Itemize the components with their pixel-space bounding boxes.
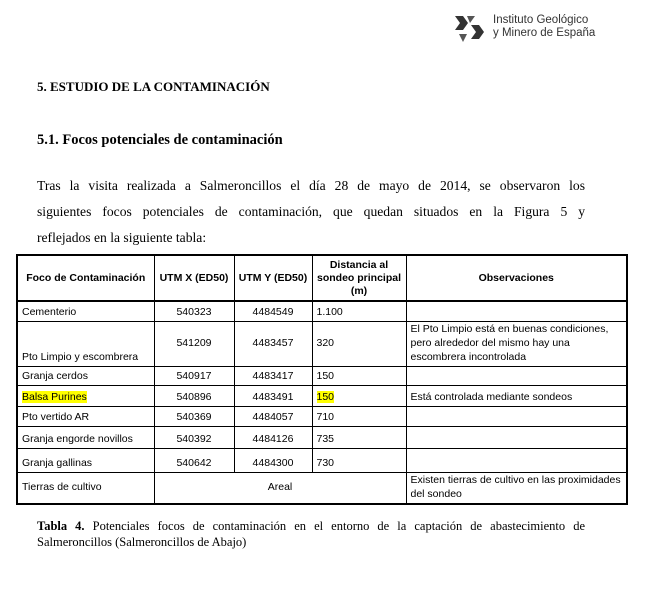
paragraph-line-2: siguientes focos potenciales de contaminación, que quedan situados en la Figura 5 y [37, 204, 585, 219]
cell-utm-y: 4484549 [234, 301, 312, 321]
section-title: 5. ESTUDIO DE LA CONTAMINACIÓN [37, 79, 270, 94]
cell-observaciones: Existen tierras de cultivo en las proximidades del sondeo [406, 472, 627, 504]
table-row [17, 426, 627, 448]
caption-label: Tabla 4. [37, 519, 85, 533]
cell-observaciones [406, 301, 627, 321]
header-observaciones: Observaciones [406, 255, 627, 301]
table-row [17, 301, 627, 321]
cell-observaciones [406, 448, 627, 472]
cell-utm-y: 4483417 [234, 366, 312, 385]
header-utm-x: UTM X (ED50) [154, 255, 234, 301]
cell-utm-x: 540323 [154, 301, 234, 321]
contamination-table [16, 254, 628, 505]
igme-logo [453, 12, 643, 46]
cell-observaciones [406, 366, 627, 385]
cell-distancia: 150 [312, 366, 406, 385]
table-header-row [17, 255, 627, 301]
table-row [17, 321, 627, 366]
cell-foco: Granja cerdos [17, 366, 154, 385]
cell-observaciones [406, 426, 627, 448]
cell-foco: Cementerio [17, 301, 154, 321]
logo-text [493, 14, 595, 40]
highlighted-distancia: 150 [316, 390, 335, 403]
cell-utm-y: 4483457 [234, 321, 312, 366]
table-row [17, 406, 627, 426]
caption-text: Potenciales focos de contaminación en el entorno de la captación de abastecimiento de Salmeroncillos (Salmeroncillos de Abajo) [37, 519, 585, 549]
cell-utm-y: 4483491 [234, 385, 312, 406]
table-row [17, 472, 627, 504]
cell-distancia: 1.100 [312, 301, 406, 321]
cell-utm-x: 540369 [154, 406, 234, 426]
table-row [17, 366, 627, 385]
cell-distancia [312, 385, 406, 406]
cell-foco: Pto Limpio y escombrera [17, 321, 154, 366]
cell-utm-y: 4484057 [234, 406, 312, 426]
highlighted-foco: Balsa Purines [22, 390, 87, 403]
table-row [17, 448, 627, 472]
cell-foco: Pto vertido AR [17, 406, 154, 426]
intro-paragraph [37, 173, 585, 251]
cell-observaciones [406, 406, 627, 426]
cell-foco: Tierras de cultivo [17, 472, 154, 504]
header-distancia: Distancia al sondeo principal (m) [312, 255, 406, 301]
header-utm-y: UTM Y (ED50) [234, 255, 312, 301]
paragraph-line-1: Tras la visita realizada a Salmeroncillos el día 28 de mayo de 2014, se observaron los [37, 178, 585, 193]
header-foco: Foco de Contaminación [17, 255, 154, 301]
cell-distancia: 710 [312, 406, 406, 426]
cell-utm-y: 4484126 [234, 426, 312, 448]
cell-areal: Areal [154, 472, 406, 504]
logo-line-1: Instituto Geológico [493, 14, 589, 26]
table-caption [37, 518, 585, 550]
cell-observaciones: El Pto Limpio está en buenas condiciones, pero alrededor del mismo hay una escombrera incontrolada [406, 321, 627, 366]
cell-utm-x: 540917 [154, 366, 234, 385]
igme-logo-icon [453, 12, 487, 46]
cell-distancia: 735 [312, 426, 406, 448]
cell-utm-x: 541209 [154, 321, 234, 366]
cell-distancia: 730 [312, 448, 406, 472]
logo-line-2: y Minero de España [493, 27, 596, 39]
cell-utm-x: 540896 [154, 385, 234, 406]
cell-foco [17, 385, 154, 406]
cell-observaciones: Está controlada mediante sondeos [406, 385, 627, 406]
cell-utm-x: 540642 [154, 448, 234, 472]
cell-utm-x: 540392 [154, 426, 234, 448]
subsection-title: 5.1. Focos potenciales de contaminación [37, 132, 283, 148]
table-row [17, 385, 627, 406]
cell-utm-y: 4484300 [234, 448, 312, 472]
cell-foco: Granja gallinas [17, 448, 154, 472]
cell-foco: Granja engorde novillos [17, 426, 154, 448]
paragraph-line-3: reflejados en la siguiente tabla: [37, 230, 207, 245]
cell-distancia: 320 [312, 321, 406, 366]
